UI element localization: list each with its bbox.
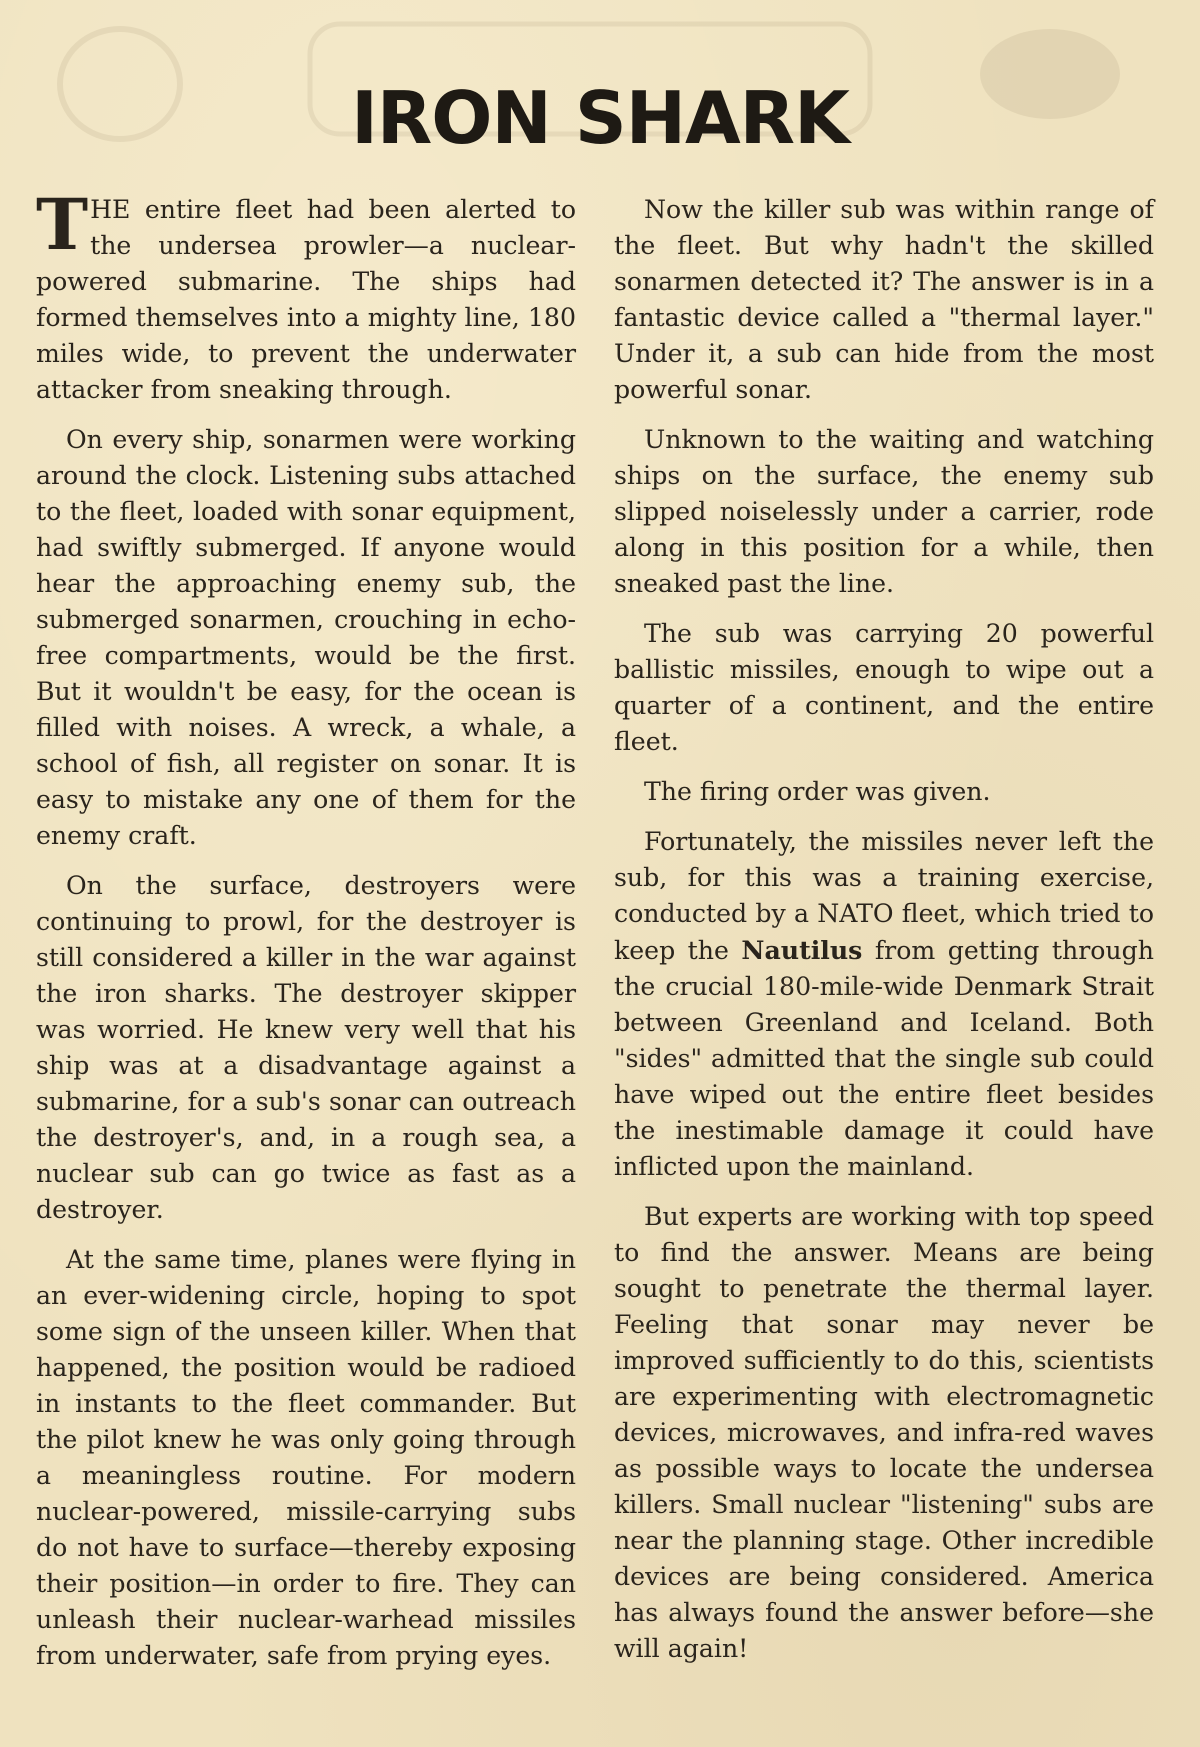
paragraph-6: Unknown to the waiting and watching ships on the surface, the enemy sub slipped noiselessly under a carrier, rode along in this position for a while, then sneaked past the line. bbox=[614, 425, 1154, 598]
paragraph-9 bbox=[614, 824, 1154, 1185]
article-title: IRON SHARK bbox=[351, 76, 849, 160]
right-column bbox=[614, 192, 1154, 1681]
paragraph-1-text: HE entire fleet had been alerted to the undersea prowler—a nuclear-powered submarine. The ships had formed themselves into a mighty line, 180 miles wide, to prevent the underwater attacker from sneaking through. bbox=[36, 195, 576, 404]
paragraph-10: But experts are working with top speed to find the answer. Means are being sought to penetrate the thermal layer. Feeling that sonar may never be improved sufficiently to do this, scientists are experimenting with electromagnetic devices, microwaves, and infra-red waves as possible ways to locate the undersea killers. Small nuclear "listening" subs are near the planning stage. Other incredible devices are being considered. America has always found the answer before—she will again! bbox=[614, 1202, 1154, 1663]
paragraph-2: On every ship, sonarmen were working around the clock. Listening subs attached to the fleet, loaded with sonar equipment, had swiftly submerged. If anyone would hear the approaching enemy sub, the submerged sonarmen, crouching in echo-free compartments, would be the first. But it wouldn't be easy, for the ocean is filled with noises. A wreck, a whale, a school of fish, all register on sonar. It is easy to mistake any one of them for the enemy craft. bbox=[36, 425, 576, 850]
left-column bbox=[36, 183, 576, 1688]
paragraph-9-text-a: Fortunately, the missiles never left the sub, for this was a training exercise, conducted by a NATO fleet, which tried to keep the bbox=[614, 827, 1154, 965]
drop-cap: T bbox=[36, 183, 89, 266]
paragraph-3: On the surface, destroyers were continuing to prowl, for the destroyer is still considered a killer in the war against the iron sharks. The destroyer skipper was worried. He knew very well that his ship was at a disadvantage against a submarine, for a sub's sonar can outreach the destroyer's, and, in a rough sea, a nuclear sub can go twice as fast as a destroyer. bbox=[36, 871, 576, 1224]
paragraph-9-text-b: from getting through the crucial 180-mile-wide Denmark Strait between Greenland and Iceland. Both "sides" admitted that the single sub could have wiped out the entire fleet besides the inestimable damage it could have inflicted upon the mainland. bbox=[614, 936, 1154, 1181]
paragraph-4: At the same time, planes were flying in an ever-widening circle, hoping to spot some sign of the unseen killer. When that happened, the position would be radioed in instants to the fleet commander. But the pilot knew he was only going through a meaningless routine. For modern nuclear-powered, missile-carrying subs do not have to surface—thereby exposing their position—in order to fire. They can unleash their nuclear-warhead missiles from underwater, safe from prying eyes. bbox=[36, 1245, 576, 1670]
paragraph-7: The sub was carrying 20 powerful ballistic missiles, enough to wipe out a quarter of a continent, and the entire fleet. bbox=[614, 619, 1154, 756]
paragraph-1 bbox=[36, 183, 576, 408]
nautilus-bold: Nautilus bbox=[741, 935, 863, 965]
paragraph-8: The firing order was given. bbox=[644, 777, 991, 806]
paragraph-5: Now the killer sub was within range of the fleet. But why hadn't the skilled sonarmen detected it? The answer is in a fantastic device called a "thermal layer." Under it, a sub can hide from the most powerful sonar. bbox=[614, 195, 1154, 404]
